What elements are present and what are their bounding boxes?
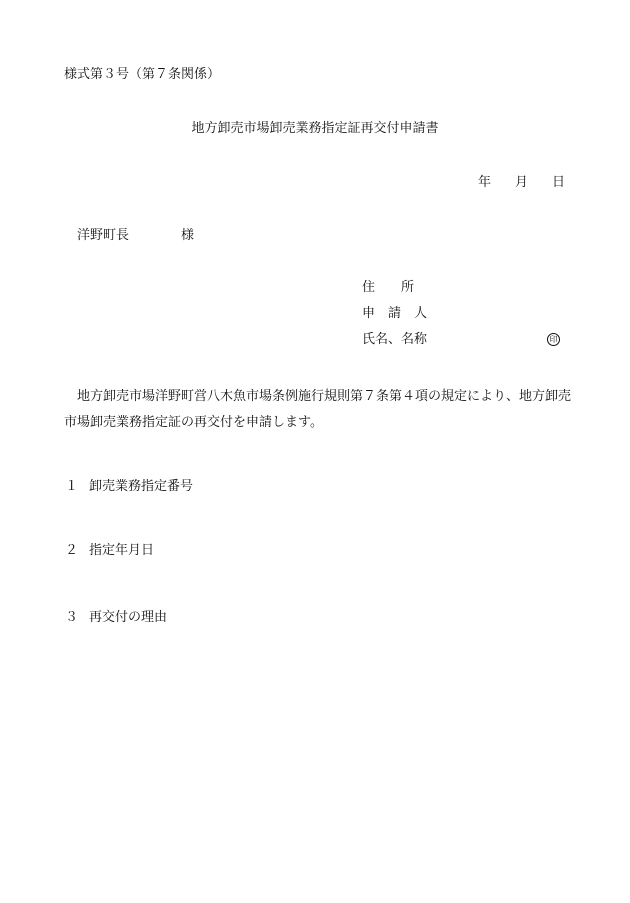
- name-label: 氏名、名称: [362, 332, 428, 347]
- form-number: 様式第３号（第７条関係）: [64, 67, 221, 82]
- list-item: [65, 480, 193, 493]
- body-text: 地方卸売市場洋野町営八木魚市場条例施行規則第７条第４項の規定により、地方卸売市場卸売業務指定証の再交付を申請します。: [64, 389, 572, 430]
- item-label: 指定年月日: [89, 543, 155, 558]
- date-line: [478, 176, 565, 189]
- list-item: [65, 544, 154, 557]
- item-number: １: [65, 479, 79, 494]
- item-number: ３: [65, 610, 79, 625]
- item-number: ２: [65, 543, 79, 558]
- addressee-name: 洋野町長: [77, 228, 130, 243]
- document-title: 地方卸売市場卸売業務指定証再交付申請書: [191, 121, 439, 136]
- seal-mark: 印: [547, 333, 560, 346]
- date-year: 年: [478, 175, 492, 190]
- address-label: 住 所: [362, 280, 415, 295]
- item-label: 卸売業務指定番号: [89, 479, 194, 494]
- addressee-honorific: 様: [181, 228, 195, 243]
- date-day: 日: [552, 175, 566, 190]
- item-label: 再交付の理由: [89, 610, 168, 625]
- applicant-label: 申 請 人: [362, 306, 428, 321]
- list-item: [65, 611, 167, 624]
- applicant-block: [362, 281, 572, 359]
- addressee: [77, 229, 194, 242]
- date-month: 月: [515, 175, 529, 190]
